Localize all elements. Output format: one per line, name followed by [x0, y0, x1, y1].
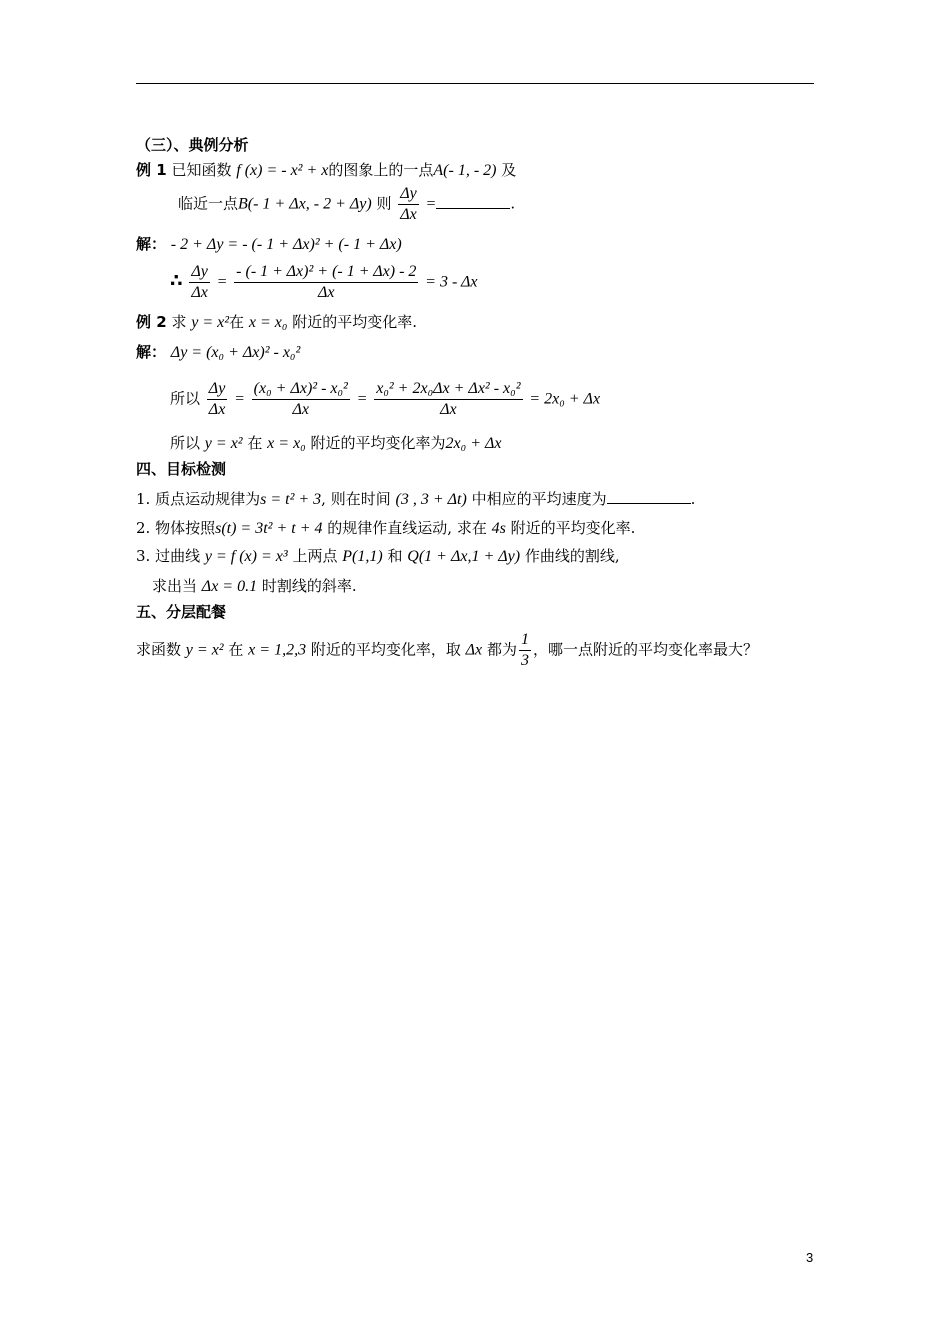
solution-2-label: 解： — [136, 343, 167, 361]
sol1-equation: - 2 + Δy = - (- 1 + Δx)² + (- 1 + Δx) — [170, 236, 402, 253]
page-number: 3 — [806, 1250, 814, 1265]
sol2-fraction-3: $\frac{\text{x₀² + 2x₀Δx + Δx² - x₀²}}{\Delta x}$ — [376, 380, 521, 418]
sol2-result: = 2x₀ + Δx — [529, 390, 601, 408]
solution-2-line-2: 所以 $\frac{\Delta y}{\Delta x}$ = $\frac{\text{(x₀ + Δx)² - x₀²}}{\Delta x}$ = $\frac{\text{x₀² + 2x₀Δx + Δx² - x₀²}}{\Delta x}$ = 2x₀ + Δx — [170, 380, 601, 418]
header-rule — [136, 83, 814, 84]
example-1-line-1 — [136, 159, 516, 182]
ex1-text: 及 — [501, 161, 517, 179]
solution-2-line-1 — [136, 341, 300, 364]
solution-1-label: 解： — [136, 235, 167, 253]
solution-2-line-3: 所以 y = x² 在 x = x₀ 附近的平均变化率为2x₀ + Δx — [170, 434, 502, 452]
example-2-label: 例 2 — [136, 313, 167, 331]
sol1-fraction-1: $\frac{\Delta y}{\Delta x}$ — [191, 263, 208, 301]
section-5-title: 五、分层配餐 — [136, 603, 227, 621]
solution-1-line-2: ∴ $\frac{\Delta y}{\Delta x}$ = $\frac{\text{- (- 1 + Δx)² + (- 1 + Δx) - 2}}{\Delta x}$ = 3 - Δx — [170, 263, 478, 301]
ex1-point-a: A(- 1, - 2) — [433, 162, 497, 179]
therefore-symbol: ∴ — [170, 270, 183, 292]
example-1-label: 例 1 — [136, 161, 167, 179]
final-question: 求函数 y = x² 在 x = 1,2,3 附近的平均变化率，取 Δx 都为 $\frac{1}{3}$ ，哪一点附近的平均变化率最大？ — [136, 631, 758, 669]
ex1-function: f (x) = - x² + x — [236, 162, 329, 179]
ex1-text: 临近一点 — [178, 194, 239, 213]
sol2-equation: Δy = (x₀ + Δx)² - x₀² — [170, 344, 301, 361]
ex1-point-b: B(- 1 + Δx, - 2 + Δy) — [238, 195, 372, 213]
answer-blank — [436, 194, 510, 209]
solution-1-line-1 — [136, 233, 402, 256]
sol1-fraction-2: $\frac{\text{- (- 1 + Δx)² + (- 1 + Δx) - 2}}{\Delta x}$ — [236, 263, 417, 301]
ex1-text: 已知函数 — [171, 161, 232, 179]
sol2-fraction-2: $\frac{\text{(x₀ + Δx)² - x₀²}}{\Delta x}$ — [253, 380, 348, 418]
question-2: 2. 物体按照s(t) = 3t² + t + 4 的规律作直线运动, 求在 4s 附近的平均变化率. — [136, 519, 636, 537]
section-3-title: （三）、典例分析 — [136, 136, 249, 154]
ex1-fraction: $\frac{\Delta y}{\Delta x}$ — [400, 185, 417, 223]
answer-blank — [607, 489, 691, 504]
example-1-line-2: 临近一点B(- 1 + Δx, - 2 + Δy) 则 $\frac{\Delta y}{\Delta x}$ = . — [178, 185, 516, 223]
ex1-text: 的图象上的一点 — [328, 161, 434, 179]
section-4-title: 四、目标检测 — [136, 460, 227, 478]
ex1-text: 则 — [376, 194, 392, 213]
example-2: 例 2 求 y = x²在 x = x₀ 附近的平均变化率. — [136, 313, 417, 331]
question-3-continued: 求出当 Δx = 0.1 时割线的斜率. — [152, 577, 357, 595]
question-3: 3. 过曲线 y = f (x) = x³ 上两点 P(1,1) 和 Q(1 + Δx,1 + Δy) 作曲线的割线, — [136, 547, 620, 565]
final-fraction: $\frac{1}{3}$ — [520, 631, 529, 669]
sol2-fraction-1: $\frac{\Delta y}{\Delta x}$ — [208, 380, 226, 418]
sol1-result: = 3 - Δx — [425, 273, 478, 291]
question-1: 1. 质点运动规律为s = t² + 3, 则在时间 (3 , 3 + Δt) 中相应的平均速度为 . — [136, 490, 696, 508]
